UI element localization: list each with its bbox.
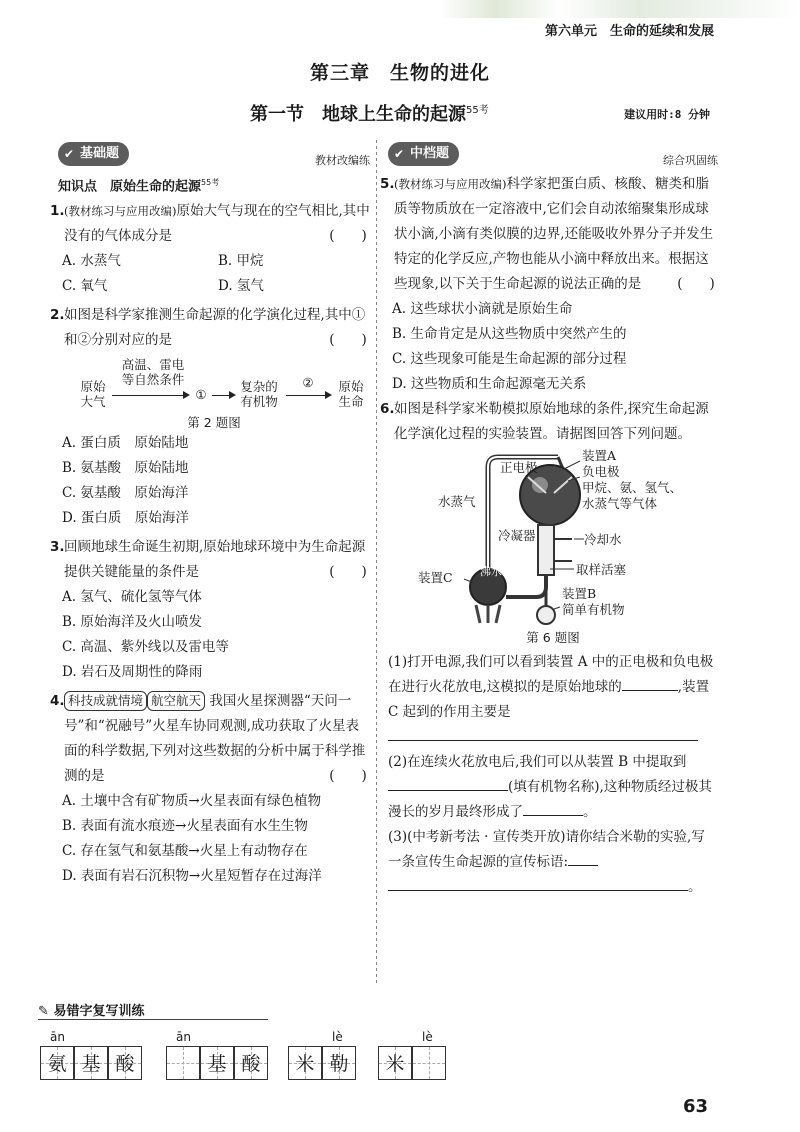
char-cells — [288, 1046, 356, 1080]
question-stem: 原始大气与现在的空气相比,其中没有的气体成分是 — [64, 203, 370, 245]
column-divider — [376, 140, 377, 985]
answer-paren: ( ) — [329, 768, 367, 785]
basic-tag — [58, 142, 129, 166]
sub2-text: (2)在连续火花放电后,我们可以从装置 B 中提取到 — [388, 754, 687, 770]
question-4 — [50, 689, 370, 789]
kp-exam-mark: 55考 — [201, 178, 220, 187]
question-number: 6. — [380, 401, 395, 417]
char-cell — [288, 1046, 322, 1080]
sub-question-3: (3)(中考新考法 · 宣传类开放)请你结合米勒的实验,写一条宣传生命起源的宣传标语: 。 — [388, 829, 705, 895]
char: 酸 — [241, 1053, 261, 1075]
question-number: 5. — [380, 176, 395, 192]
top-color-bar — [0, 0, 800, 18]
basic-tag-label: 基础题 — [80, 146, 120, 161]
flow-start-line2: 大气 — [80, 394, 106, 410]
topic-badge: 航空航天 — [147, 691, 205, 711]
unit-header: 第六单元 生命的延续和发展 — [544, 24, 714, 39]
char-cell — [322, 1046, 356, 1080]
label-device-a: 装置A — [582, 448, 617, 463]
q1-options-row1 — [58, 249, 370, 274]
flow-end-line2: 生命 — [338, 394, 364, 410]
flow-start-line1: 原始 — [80, 379, 106, 395]
section-title — [250, 100, 489, 126]
question-stem: 回顾地球生命诞生初期,原始地球环境中为生命起源提供关键能量的条件是 — [64, 539, 366, 581]
flow-end — [334, 379, 368, 409]
time-note: 建议用时:8 分钟 — [624, 108, 710, 121]
sub-question-2: (2)在连续火花放电后,我们可以从装置 B 中提取到(填有机物名称),这种物质经过极其漫长的岁月最终形成了 。 — [388, 754, 712, 820]
flow-step-2: ② — [302, 375, 314, 391]
sub3-text: (3)(中考新考法 · 宣传类开放)请你结合米勒的实验,写一条宣传生命起源的宣传标语: — [388, 829, 705, 870]
flow-condition-line1: 高温、雷电 — [121, 357, 185, 373]
pinyin: lè — [422, 1030, 433, 1044]
option-d: D. 表面有岩石沉积物→火星短暂存在过海洋 — [62, 868, 322, 885]
pinyin: ān — [50, 1030, 65, 1044]
label-boiling-water: 沸水 — [480, 565, 502, 578]
char: 酸 — [115, 1053, 135, 1075]
check-icon: ✔ — [394, 147, 405, 161]
char-cell — [234, 1046, 268, 1080]
label-steam: 水蒸气 — [438, 494, 476, 509]
option-b: B. 原始海洋及火山喷发 — [62, 614, 203, 631]
question-number: 4. — [50, 693, 65, 710]
option-c: C. 这些现象可能是生命起源的部分过程 — [392, 351, 627, 367]
option-b: B. 氨基酸 原始陆地 — [62, 460, 189, 477]
sub-question-1 — [388, 650, 718, 750]
answer-blank[interactable] — [388, 775, 508, 791]
option-d: D. 这些物质和生命起源毫无关系 — [392, 376, 587, 392]
question-stem: 科学家把蛋白质、核酸、糖类和脂质等物质放在一定溶液中,它们会自动浓缩聚集形成球状小滴,小滴有类似膜的边界,还能吸收外界分子并发生特定的化学反应,产物也能从小滴中释放出来。根据这些现象,以下关于生命起源的说法正确的是 — [394, 176, 714, 292]
question-stem: 我国火星探测器“天问一号”和“祝融号”火星车协同观测,成功获取了火星表面的科学数据,下列对这些数据的分析中属于科学推测的是 — [64, 693, 366, 785]
sub2-text-b: (填有机物名称),这种物质经过极其漫长的岁月最终形成了 — [388, 779, 712, 820]
sub1-text-b: ,装置 C 起到的作用主要是 — [388, 679, 710, 720]
answer-paren: ( ) — [677, 276, 715, 292]
option-a: A. 土壤中含有矿物质→火星表面有绿色植物 — [62, 793, 322, 810]
option-c: C. 存在氢气和氨基酸→火星上有动物存在 — [62, 843, 308, 860]
basic-tag-row — [58, 140, 370, 168]
question-source: (教材练习与应用改编) — [64, 204, 177, 219]
pencil-icon: ✎ — [38, 1004, 49, 1019]
flow-arrow-3 — [286, 395, 330, 396]
review-underline — [38, 1019, 268, 1020]
answer-blank[interactable] — [622, 675, 678, 691]
char: 勒 — [329, 1053, 349, 1075]
option-d: D. 氢气 — [218, 278, 264, 295]
question-source: (教材练习与应用改编) — [394, 177, 507, 191]
option-a: A. 这些球状小滴就是原始生命 — [392, 301, 573, 317]
flow-end-line1: 原始 — [338, 379, 364, 395]
medium-tag-note: 综合巩固练 — [663, 154, 718, 167]
label-gases-1: 甲烷、氨、氢气、 — [582, 480, 683, 495]
apparatus-drawing — [388, 447, 718, 625]
label-sampling-valve: 取样活塞 — [576, 562, 627, 577]
char: 基 — [207, 1053, 227, 1075]
option-c: C. 氧气 — [62, 278, 108, 295]
option-b: B. 甲烷 — [218, 253, 264, 270]
question-2 — [50, 303, 370, 353]
flow-middle-line2: 有机物 — [240, 394, 278, 410]
figure-caption: 第 2 题图 — [187, 415, 241, 431]
check-icon: ✔ — [64, 147, 75, 161]
question-number: 2. — [50, 307, 65, 324]
medium-tag — [388, 142, 459, 166]
flow-middle-line1: 复杂的 — [240, 379, 278, 395]
answer-blank[interactable] — [568, 850, 598, 866]
medium-tag-row — [388, 140, 718, 168]
q1-options-row2 — [58, 274, 370, 299]
sub1-text: (1)打开电源,我们可以看到装置 A 中的正电极和负电极在进行火花放电,这模拟的是原始地球的 — [388, 654, 714, 695]
char: 基 — [81, 1053, 101, 1075]
page-number: 63 — [682, 1096, 708, 1117]
label-device-c: 装置C — [418, 570, 453, 585]
option-a: A. 水蒸气 — [62, 253, 121, 270]
option-b: B. 生命肯定是从这些物质中突然产生的 — [392, 326, 627, 342]
pinyin: ān — [176, 1030, 191, 1044]
basic-column — [50, 140, 370, 889]
question-5 — [380, 172, 718, 297]
context-badge: 科技成就情境 — [64, 691, 147, 711]
answer-paren: ( ) — [329, 564, 367, 581]
medium-column — [380, 140, 718, 900]
question-3 — [50, 535, 370, 585]
option-b: B. 表面有流水痕迹→火星表面有水生生物 — [62, 818, 308, 835]
char: 米 — [295, 1053, 315, 1075]
char-cell — [378, 1046, 412, 1080]
option-d: D. 蛋白质 原始海洋 — [62, 510, 189, 527]
flow-start — [76, 379, 110, 409]
flow-arrow-2 — [212, 395, 234, 396]
question-stem: 如图是科学家米勒模拟原始地球的条件,探究生命起源化学演化过程的实验装置。请据图回答下列问题。 — [394, 401, 709, 442]
label-negative-electrode: 负电极 — [582, 464, 620, 479]
knowledge-point — [58, 170, 370, 199]
answer-blank[interactable] — [523, 800, 583, 816]
option-c: C. 氨基酸 原始海洋 — [62, 485, 189, 502]
review-title-text: 易错字复写训练 — [53, 1004, 145, 1019]
option-c: C. 高温、紫外线以及雷电等 — [62, 639, 229, 656]
answer-blank[interactable] — [388, 875, 688, 891]
basic-tag-note: 教材改编练 — [315, 154, 370, 167]
flow-step-1: ① — [195, 387, 207, 403]
label-condenser: 冷凝器 — [498, 528, 536, 543]
answer-paren: ( ) — [329, 228, 367, 245]
label-simple-organic: 简单有机物 — [562, 602, 625, 617]
question-number: 3. — [50, 539, 65, 556]
char-cells — [378, 1046, 446, 1080]
option-a: A. 氢气、硫化氢等气体 — [62, 589, 202, 606]
char-cell — [74, 1046, 108, 1080]
char-cells — [166, 1046, 268, 1080]
knowledge-point-text: 知识点 原始生命的起源 — [58, 179, 202, 195]
section-title-text: 第一节 地球上生命的起源 — [250, 104, 466, 125]
review-title — [38, 1000, 144, 1019]
pinyin: lè — [332, 1030, 343, 1044]
flow-arrow-1 — [112, 395, 188, 396]
flow-condition — [114, 357, 192, 387]
label-cooling-water: 冷却水 — [584, 532, 622, 547]
medium-tag-label: 中档题 — [410, 146, 450, 161]
figure-caption: 第 6 题图 — [526, 630, 580, 645]
question-stem: 如图是科学家推测生命起源的化学演化过程,其中①和②分别对应的是 — [64, 307, 366, 349]
section-exam-mark: 55考 — [466, 105, 489, 116]
flow-condition-line2: 等自然条件 — [121, 372, 185, 388]
flow-middle — [236, 379, 282, 409]
evolution-flow-diagram — [58, 353, 370, 431]
char: 米 — [385, 1053, 405, 1075]
option-a: A. 蛋白质 原始陆地 — [62, 435, 189, 452]
miller-apparatus-figure — [388, 447, 718, 625]
char-cell — [108, 1046, 142, 1080]
label-device-b: 装置B — [562, 586, 597, 601]
question-6 — [380, 397, 718, 447]
chapter-title: 第三章 生物的进化 — [309, 62, 490, 84]
char-cell — [40, 1046, 74, 1080]
label-positive-electrode: 正电极 — [500, 460, 538, 475]
answer-paren: ( ) — [329, 332, 367, 349]
option-d: D. 岩石及周期性的降雨 — [62, 664, 203, 681]
char-cell — [200, 1046, 234, 1080]
char-cells — [40, 1046, 142, 1080]
question-number: 1. — [50, 203, 65, 220]
char: 氨 — [47, 1053, 67, 1075]
label-gases-2: 水蒸气等气体 — [582, 496, 658, 511]
question-1 — [50, 199, 370, 249]
char-cell-blank[interactable] — [412, 1046, 446, 1080]
answer-blank[interactable] — [388, 725, 698, 741]
char-cell-blank[interactable] — [166, 1046, 200, 1080]
